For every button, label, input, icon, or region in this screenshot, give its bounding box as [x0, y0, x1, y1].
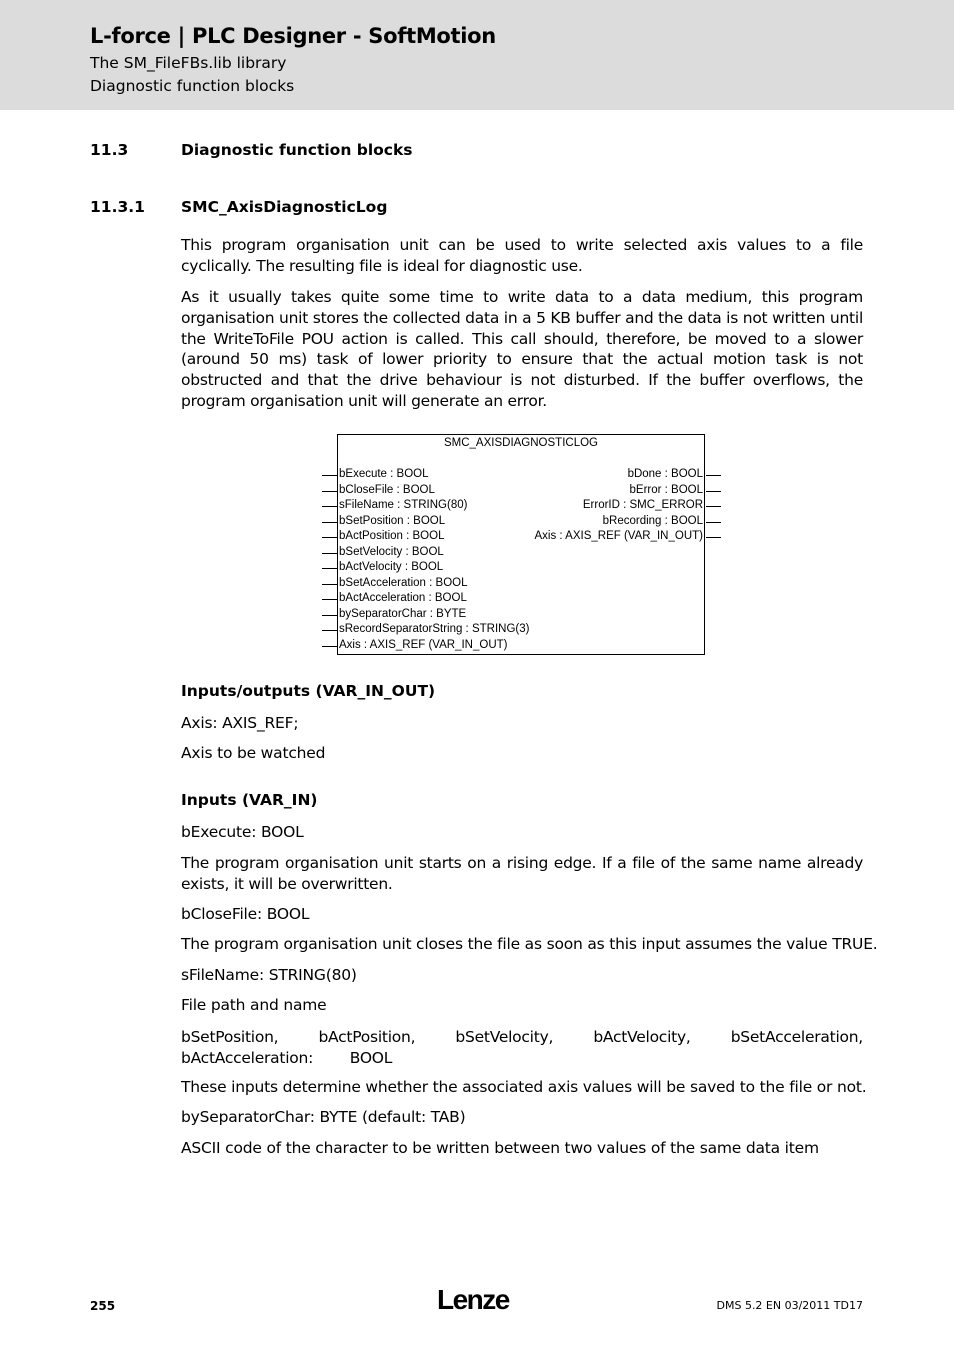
- section-title: Diagnostic function blocks: [181, 141, 413, 159]
- input-pin-wire: [322, 568, 337, 569]
- document-reference: DMS 5.2 EN 03/2011 TD17: [716, 1299, 863, 1312]
- input-pin-wire: [322, 615, 337, 616]
- input-pin-wire: [322, 553, 337, 554]
- subsection-number: 11.3.1: [90, 198, 145, 216]
- output-pin-wire: [706, 537, 721, 538]
- input-pin-wire: [322, 537, 337, 538]
- input-pin-label: bySeparatorChar : BYTE: [339, 607, 467, 620]
- input-pin-label: bExecute : BOOL: [339, 468, 429, 480]
- axis-values-desc: These inputs determine whether the associated axis values will be saved to the file or not.: [181, 1078, 867, 1096]
- input-pin-label: bSetAcceleration : BOOL: [339, 576, 468, 589]
- input-pin-label: bCloseFile : BOOL: [339, 483, 435, 496]
- bexecute-desc: The program organisation unit starts on a rising edge. If a file of the same name already exists, it will be overwritten.: [181, 854, 863, 893]
- bclosefile-desc: The program organisation unit closes the file as soon as this input assumes the value TRUE.: [181, 935, 878, 953]
- output-pin-wire: [706, 475, 721, 476]
- page-header: [0, 0, 954, 110]
- function-block-title: SMC_AXISDIAGNOSTICLOG: [443, 437, 598, 449]
- page-number: 255: [90, 1299, 116, 1313]
- section-number: 11.3: [90, 141, 129, 159]
- output-pin-wire: [706, 522, 721, 523]
- bexecute-decl: bExecute: BOOL: [181, 823, 304, 841]
- sfilename-desc: File path and name: [181, 996, 327, 1014]
- input-pin-label: sRecordSeparatorString : STRING(3): [339, 623, 530, 635]
- input-pin-wire: [322, 491, 337, 492]
- input-pin-label: bSetVelocity : BOOL: [339, 545, 444, 558]
- input-pin-label: Axis : AXIS_REF (VAR_IN_OUT): [339, 638, 508, 651]
- header-subtitle-library: The SM_FileFBs.lib library: [90, 54, 287, 72]
- output-pin-wire: [706, 491, 721, 492]
- input-pin-label: sFileName : STRING(80): [339, 499, 468, 511]
- axis-values-decl: bSetPosition, bActPosition, bSetVelocity, bActVelocity, bSetAcceleration, bActAcceleration: BOOL: [181, 1028, 863, 1067]
- inout-heading: Inputs/outputs (VAR_IN_OUT): [181, 682, 436, 700]
- output-pin-label: ErrorID : SMC_ERROR: [582, 499, 703, 511]
- inout-axis-desc: Axis to be watched: [181, 744, 326, 762]
- input-pin-wire: [322, 475, 337, 476]
- bclosefile-decl: bCloseFile: BOOL: [181, 905, 310, 923]
- intro-paragraph-1: This program organisation unit can be used to write selected axis values to a file cyclically. The resulting file is ideal for diagnostic use.: [181, 236, 863, 275]
- input-pin-label: bActAcceleration : BOOL: [339, 592, 467, 604]
- input-pin-label: bSetPosition : BOOL: [339, 514, 446, 527]
- separator-desc: ASCII code of the character to be written between two values of the same data item: [181, 1139, 819, 1157]
- input-pin-wire: [322, 646, 337, 647]
- output-pin-label: Axis : AXIS_REF (VAR_IN_OUT): [534, 530, 703, 542]
- input-pin-wire: [322, 584, 337, 585]
- intro-paragraph-2: As it usually takes quite some time to write data to a data medium, this program organisation unit stores the collected data in a 5 KB buffer and the data is not written until the WriteToFile POU action is called. This call should, therefore, be moved to a slower (around 50 ms) task of lower priority to ensure that the actual motion task is not obstructed and that the drive behaviour is not disturbed. If the buffer overflows, the program organisation unit will generate an error.: [181, 288, 863, 410]
- lenze-logo: Lenze: [437, 1284, 509, 1315]
- subsection-title: SMC_AxisDiagnosticLog: [181, 198, 388, 216]
- input-pin-wire: [322, 599, 337, 600]
- input-pin-label: bActPosition : BOOL: [339, 530, 445, 542]
- inputs-heading: Inputs (VAR_IN): [181, 791, 318, 809]
- output-pin-label: bError : BOOL: [629, 483, 703, 496]
- output-pin-label: bDone : BOOL: [627, 468, 703, 480]
- header-subtitle-chapter: Diagnostic function blocks: [90, 77, 295, 95]
- input-pin-wire: [322, 506, 337, 507]
- sfilename-decl: sFileName: STRING(80): [181, 966, 357, 984]
- separator-decl: bySeparatorChar: BYTE (default: TAB): [181, 1108, 466, 1126]
- input-pin-label: bActVelocity : BOOL: [339, 561, 444, 573]
- input-pin-wire: [322, 630, 337, 631]
- inout-axis-decl: Axis: AXIS_REF;: [181, 714, 299, 732]
- document-title: L-force | PLC Designer - SoftMotion: [90, 24, 496, 48]
- input-pin-wire: [322, 522, 337, 523]
- output-pin-wire: [706, 506, 721, 507]
- output-pin-label: bRecording : BOOL: [602, 514, 703, 527]
